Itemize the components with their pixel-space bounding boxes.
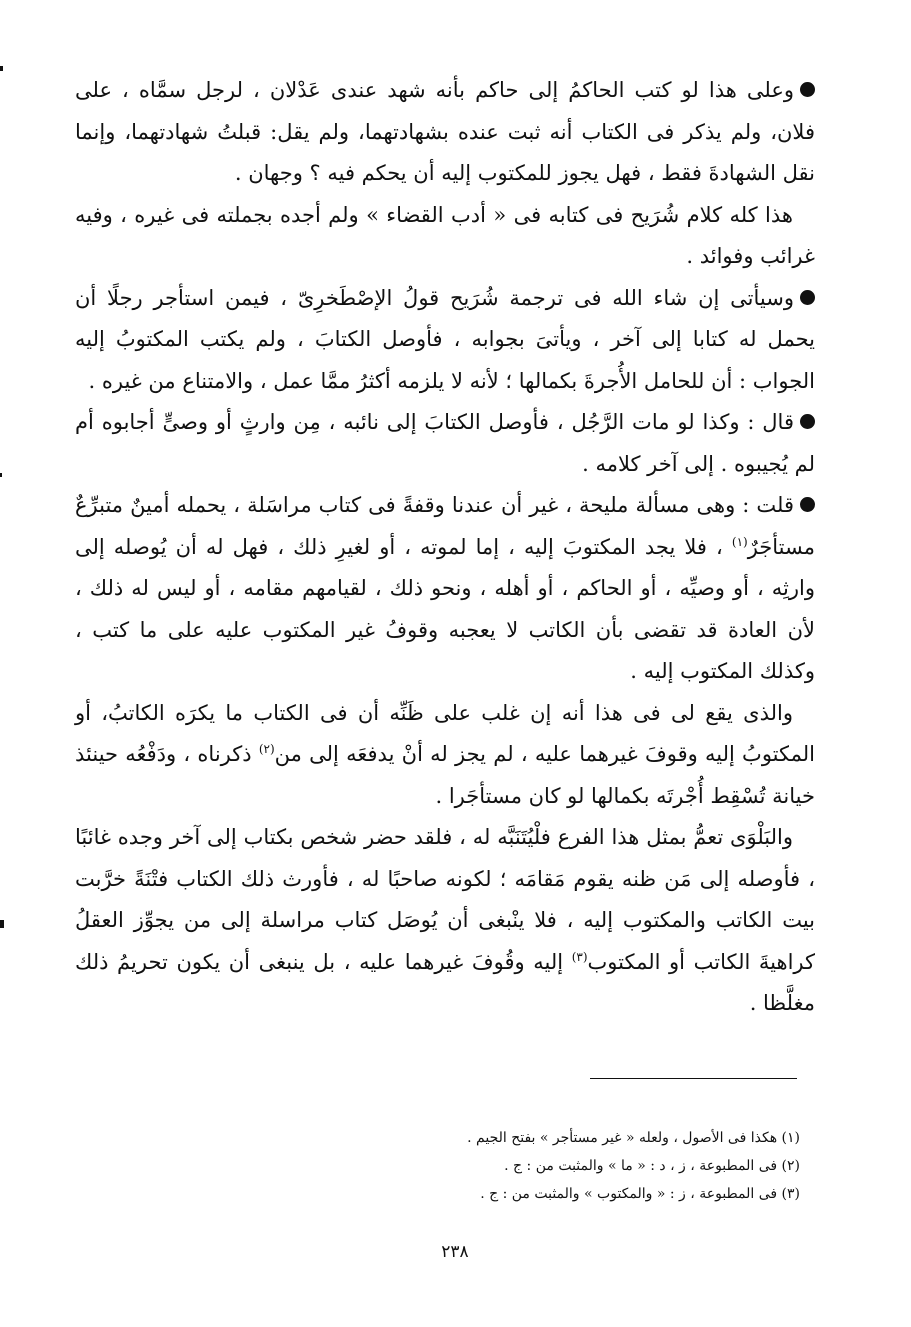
footnote-reference: (١): [731, 534, 748, 549]
paragraph-6: [75, 693, 815, 818]
paragraph-2: [75, 195, 815, 278]
paragraph-text-continued: ذكرناه ، ودَفْعُه حينئذ خيانة تُسْقِط أُجْرتَه بكمالها لو كان مستأجَرا .: [75, 742, 815, 808]
paragraph-text: قلت : وهى مسألة مليحة ، غير أن عندنا وقفةً فى كتاب مراسَلة ، يحمله أمينٌ متبرِّعٌ مستأجَرٌ: [75, 493, 815, 559]
paragraph-7: [75, 817, 815, 1025]
footnotes: [300, 1124, 800, 1208]
bullet-icon: [800, 290, 815, 305]
bullet-icon: [800, 497, 815, 512]
paragraph-text: والبَلْوَى تعمُّ بمثل هذا الفرع فلْيُتَنَبَّه له ، فلقد حضر شخص بكتاب إلى آخر وجده غائبًا ، فأوصله إلى مَن ظنه يقوم مَقامَه ؛ لكونه صاحبًا له ، فأورث ذلك الكتاب فتْنَةً خرَّبت بيت الكاتب والمكتوب إليه ، فلا ينْبغى أن يُوصَل كتاب مراسلة إلى من يجوِّز العقلُ كراهيةَ الكاتب أو المكتوب: [75, 825, 815, 974]
scan-mark-mid-left: [0, 473, 2, 477]
footnote-1: (١) هكذا فى الأصول ، ولعله « غير مستأجر » بفتح الجيم .: [467, 1130, 800, 1146]
main-text: [75, 70, 815, 1025]
paragraph-text: والذى يقع لى فى هذا أنه إن غلب على ظَنِّه أن فى الكتاب ما يكرَه الكاتبُ، أو المكتوبُ إليه وقوفَ غيرهما عليه ، لم يجز له أنْ يدفعَه إلى من: [75, 700, 815, 766]
bullet-icon: [800, 82, 815, 97]
paragraph-text-continued: ، فلا يجد المكتوبَ إليه ، إما لموته ، أو لغيرِ ذلك ، فهل له أن يُوصله إلى وارثِه ، أو وصيِّه ، أو الحاكم ، أو أهله ، ونحو ذلك ، لقيامهم مقامه ، أو ليس له ذلك ، لأن العادة قد تقضى بأن الكاتب لا يعجبه وقوفُ غير المكتوب عليه على ما كتب ، وكذلك المكتوب إليه .: [75, 534, 815, 683]
paragraph-4: [75, 402, 815, 485]
paragraph-text-continued: إليه وقُوفَ غيرهما عليه ، بل ينبغى أن يكون تحريمُ ذلك مغلَّظا .: [75, 949, 815, 1015]
footnote-2: (٢) فى المطبوعة ، ز ، د : « ما » والمثبت من : ج .: [504, 1158, 800, 1174]
scan-mark-lower-left: [0, 920, 4, 928]
footnote-reference: (٣): [571, 949, 588, 964]
footnote-reference: (٢): [258, 742, 275, 756]
bullet-icon: [800, 414, 815, 429]
paragraph-3: [75, 278, 815, 403]
paragraph-text: قال : وكذا لو مات الرَّجُل ، فأوصل الكتابَ إلى نائبه ، مِن وارثٍ أو وصىٍّ أجابوه أم لم يُجيبوه . إلى آخر كلامه .: [75, 410, 815, 476]
paragraph-5: [75, 485, 815, 693]
paragraph-text: وسيأتى إن شاء الله فى ترجمة شُرَيح قولُ الإصْطَخرِىّ ، فيمن استأجر رجلًا أن يحمل له كتابا إلى آخر ، ويأتىَ بجوابه ، فأوصل الكتابَ ، ولم يكتب المكتوبُ إليه الجواب : أن للحامل الأُجرةَ بكمالها ؛ لأنه لا يلزمه أكثرُ ممَّا عمل ، والامتناع من غيره .: [75, 285, 815, 393]
footnote-3: (٣) فى المطبوعة ، ز : « والمكتوب » والمثبت من : ج .: [480, 1186, 800, 1202]
scan-mark-top-left: [0, 66, 3, 71]
paragraph-1: [75, 70, 815, 195]
paragraph-text: وعلى هذا لو كتب الحاكمُ إلى حاكم بأنه شهد عندى عَدْلان ، لرجل سمَّاه ، على فلان، ولم يذكر فى الكتاب أنه ثبت عنده بشهادتهما، ولم يقل: قبلتُ شهادتهما، وإنما نقل الشهادةَ فقط ، فهل يجوز للمكتوب إليه أن يحكم فيه ؟ وجهان .: [75, 78, 815, 185]
page-number: ٢٣٨: [441, 1242, 469, 1262]
footnote-divider: [590, 1078, 797, 1079]
paragraph-text: هذا كله كلام شُرَيح فى كتابه فى « أدب القضاء » ولم أجده بجملته فى غيره ، وفيه غرائب وفوائد .: [75, 202, 815, 268]
